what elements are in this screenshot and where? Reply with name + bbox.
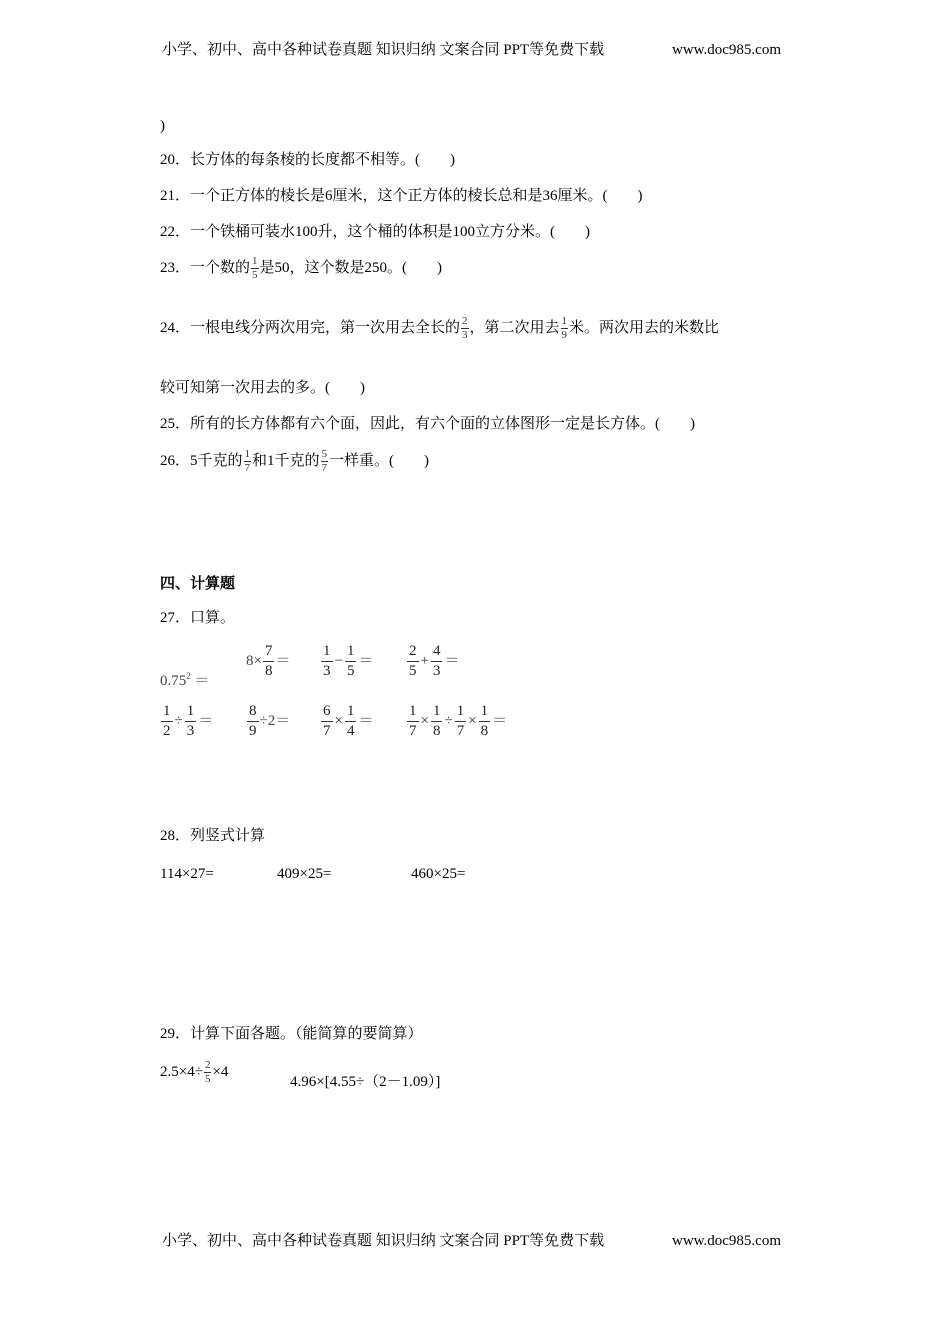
header-url[interactable]: www.doc985.com [672,42,782,58]
q19-tail: ) [160,118,165,134]
vertical-calc-1: 114×27= [160,866,214,882]
question-25: 25．所有的长方体都有六个面，因此，有六个面的立体图形一定是长方体。( ) [160,416,695,432]
question-29-title: 29．计算下面各题。（能简算的要简算） [160,1026,423,1042]
footer-text: 小学、初中、高中各种试卷真题 知识归纳 文案合同 PPT等免费下载 [162,1233,605,1249]
calc-e2: 8× $\frac{7}{8}$ ＝ [246,643,291,679]
calc-e3: $\frac{1}{3}$ − $\frac{1}{5}$ ＝ [323,643,374,679]
question-24-line2: 较可知第一次用去的多。( ) [160,380,365,396]
calc-e6: $\frac{8}{9}$ ÷2＝ [249,703,291,739]
question-22: 22．一个铁桶可装水100升，这个桶的体积是100立方分米。( ) [160,224,590,240]
question-27-title: 27．口算。 [160,610,236,626]
fraction: $\frac{2}{5}$ [204,1059,211,1085]
question-23: 23．一个数的 $\frac{1}{5}$ 是50，这个数是250。( ) [160,255,443,281]
calc-e1: 0.75$^2$ ＝ [160,671,210,689]
calc-e4: $\frac{2}{5}$ + $\frac{4}{3}$ ＝ [409,643,460,679]
vertical-calc-2: 409×25= [277,866,332,882]
calc-e8: $\frac{1}{7}$ × $\frac{1}{8}$ ÷ $\frac{1}{7}$ × $\frac{1}{8}$ ＝ [409,703,508,739]
question-20: 20．长方体的每条棱的长度都不相等。( ) [160,152,455,168]
q29-expr-1: 2.5×4÷ $\frac{2}{5}$ ×4 [160,1059,229,1085]
fraction: $\frac{1}{5}$ [252,255,258,281]
question-21: 21．一个正方体的棱长是6厘米，这个正方体的棱长总和是36厘米。( ) [160,188,643,204]
vertical-calc-3: 460×25= [411,866,466,882]
calc-e5: $\frac{1}{2}$ ÷ $\frac{1}{3}$ ＝ [163,703,214,739]
section-title: 四、计算题 [160,576,236,592]
calc-e7: $\frac{6}{7}$ × $\frac{1}{4}$ ＝ [323,703,374,739]
header-text: 小学、初中、高中各种试卷真题 知识归纳 文案合同 PPT等免费下载 [162,42,605,58]
question-26: 26．5千克的 $\frac{1}{7}$ 和1千克的 $\frac{5}{7}$ 一样重。( ) [160,448,430,474]
fraction: $\frac{2}{3}$ [462,315,468,341]
fraction: $\frac{1}{7}$ [244,448,251,474]
question-24: 24．一根电线分两次用完，第一次用去全长的 $\frac{2}{3}$ ，第二次用去 $\frac{1}{9}$ 米。两次用去的米数比 [160,315,720,341]
fraction: $\frac{5}{7}$ [321,448,328,474]
footer-url[interactable]: www.doc985.com [672,1233,782,1249]
question-28-title: 28．列竖式计算 [160,828,266,844]
q29-expr-2: 4.96×[4.55÷（2－1.09）] [290,1074,441,1090]
fraction: $\frac{1}{9}$ [561,315,568,341]
